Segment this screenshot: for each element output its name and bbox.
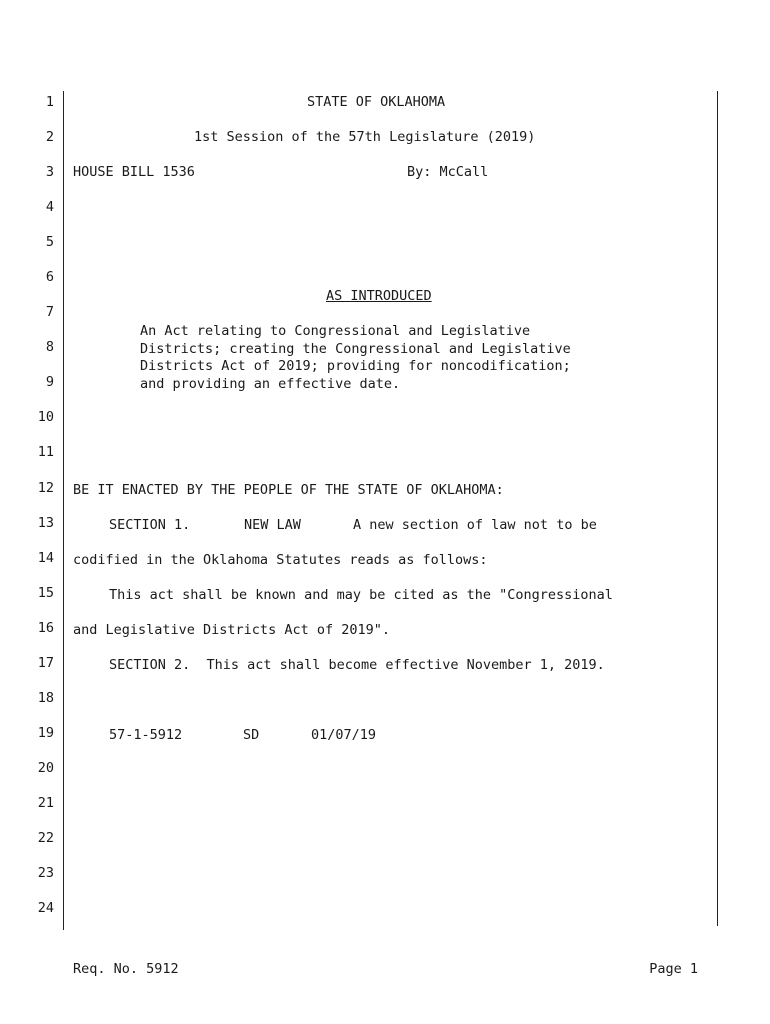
line-number: 6 <box>45 269 54 285</box>
footer-page-number: Page 1 <box>649 961 698 977</box>
line-number: 3 <box>45 164 54 180</box>
line-number: 22 <box>37 830 54 846</box>
line-number: 18 <box>37 690 54 706</box>
line-number: 23 <box>37 865 54 881</box>
footer-req-no: Req. No. 5912 <box>73 961 179 977</box>
line-number: 12 <box>37 480 54 496</box>
section1-body: and Legislative Districts Act of 2019". <box>73 622 390 638</box>
request-date: 01/07/19 <box>311 727 377 743</box>
line-number: 16 <box>37 620 54 636</box>
title-line: and providing an effective date. <box>140 376 401 392</box>
line-number: 21 <box>37 795 54 811</box>
line-number: 4 <box>45 199 54 215</box>
title-line: Districts Act of 2019; providing for noncodification; <box>140 358 571 374</box>
line-number: 1 <box>45 94 54 110</box>
state-heading: STATE OF OKLAHOMA <box>307 94 446 110</box>
line-number: 15 <box>37 585 54 601</box>
section2-text: SECTION 2. This act shall become effective November 1, 2019. <box>109 657 605 673</box>
section1-type: NEW LAW <box>244 517 301 533</box>
line-number: 2 <box>45 129 54 145</box>
line-number: 9 <box>45 374 54 390</box>
line-number: 13 <box>37 515 54 531</box>
section1-body: This act shall be known and may be cited as the "Congressional <box>109 587 613 603</box>
line-number: 8 <box>45 339 54 355</box>
line-number: 11 <box>37 444 54 460</box>
line-number: 14 <box>37 550 54 566</box>
request-initials: SD <box>243 727 260 743</box>
line-number: 7 <box>45 304 54 320</box>
line-number: 24 <box>37 900 54 916</box>
enacting-clause: BE IT ENACTED BY THE PEOPLE OF THE STATE OF OKLAHOMA: <box>73 482 504 498</box>
line-number: 5 <box>45 234 54 250</box>
section1-label: SECTION 1. <box>109 517 191 533</box>
left-margin-rule <box>63 91 64 930</box>
bill-number: HOUSE BILL 1536 <box>73 164 195 180</box>
line-number: 19 <box>37 725 54 741</box>
title-line: An Act relating to Congressional and Legislative <box>140 323 531 339</box>
line-number: 17 <box>37 655 54 671</box>
line-number: 10 <box>37 409 54 425</box>
section1-text: A new section of law not to be <box>353 517 597 533</box>
section1-text: codified in the Oklahoma Statutes reads as follows: <box>73 552 488 568</box>
line-number: 20 <box>37 760 54 776</box>
title-line: Districts; creating the Congressional and Legislative <box>140 341 571 357</box>
bill-author: By: McCall <box>407 164 489 180</box>
session-heading: 1st Session of the 57th Legislature (2019) <box>194 129 536 145</box>
bill-status: AS INTRODUCED <box>326 288 432 304</box>
right-margin-rule <box>717 91 718 926</box>
request-number: 57-1-5912 <box>109 727 183 743</box>
